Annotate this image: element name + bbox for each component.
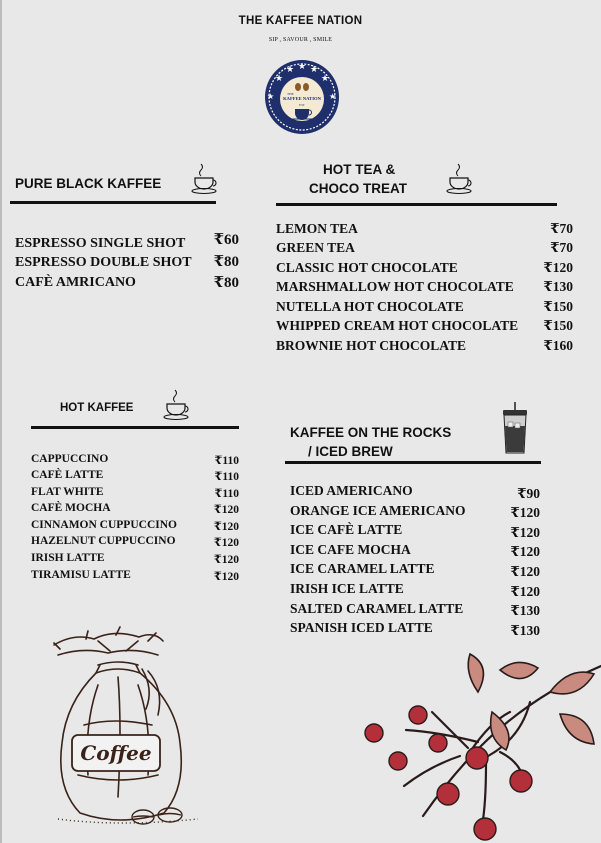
brand-name: THE KAFFEE NATION	[238, 15, 363, 27]
menu-item-name: TIRAMISU LATTE	[31, 569, 131, 581]
menu-item-price: ₹120	[510, 525, 540, 540]
coffee-berry-branch	[360, 652, 601, 843]
svg-text:★: ★	[298, 62, 307, 72]
section-title-line1: KAFFEE ON THE ROCKS	[290, 425, 452, 440]
menu-item-price: ₹120	[510, 505, 540, 520]
menu-item-price: ₹60	[213, 232, 239, 248]
svg-text:★: ★	[286, 65, 295, 75]
menu-item-name: CINNAMON CUPPUCCINO	[31, 519, 177, 531]
menu-item-name: WHIPPED CREAM HOT CHOCOLATE	[276, 318, 519, 333]
menu-item-price: ₹130	[510, 603, 540, 618]
menu-item-name: ICE CAFÈ LATTE	[290, 522, 403, 537]
menu-item-price: ₹120	[543, 260, 573, 275]
menu-item-name: HAZELNUT CUPPUCCINO	[31, 535, 176, 547]
menu-item-name: IRISH ICE LATTE	[290, 581, 404, 596]
coffee-sack-illustration	[38, 625, 213, 835]
menu-item-price: ₹120	[213, 504, 239, 516]
tagline: SIP , SAVOUR , SMILE	[268, 37, 333, 43]
menu-item-price: ₹130	[543, 279, 573, 294]
menu-item-price: ₹70	[550, 221, 573, 236]
coffee-cup-icon	[164, 388, 192, 420]
menu-item-name: ESPRESSO DOUBLE SHOT	[15, 255, 192, 270]
menu-item-name: ESPRESSO SINGLE SHOT	[15, 236, 186, 251]
menu-item-price: ₹110	[214, 488, 239, 500]
svg-text:★: ★	[329, 92, 337, 101]
tea-cup-icon	[447, 162, 475, 194]
menu-item-name: IRISH LATTE	[31, 552, 105, 564]
section-title: HOT KAFFEE	[60, 402, 134, 414]
brand-logo	[264, 59, 340, 135]
menu-item-price: ₹110	[214, 471, 239, 483]
menu-item-price: ₹120	[510, 564, 540, 579]
svg-text:★: ★	[310, 65, 319, 75]
menu-item-price: ₹90	[517, 486, 540, 501]
sack-label-text: Coffee	[80, 741, 152, 765]
menu-item-name: ICED AMERICANO	[290, 483, 413, 498]
menu-item-name: CAFÈ MOCHA	[31, 502, 111, 514]
menu-item-price: ₹120	[213, 537, 239, 549]
menu-item-name: MARSHMALLOW HOT CHOCOLATE	[276, 279, 514, 294]
menu-item-name: CAFÈ AMRICANO	[15, 275, 136, 290]
menu-item-name: ORANGE ICE AMERICANO	[290, 503, 466, 518]
section-divider	[276, 203, 557, 206]
menu-item-price: ₹150	[543, 318, 573, 333]
logo-text-top: THE	[287, 92, 294, 96]
logo-text-sub: EST	[299, 103, 305, 107]
svg-text:★: ★	[321, 74, 330, 84]
menu-item-name: CAFÈ LATTE	[31, 469, 104, 481]
menu-item-price: ₹120	[510, 544, 540, 559]
section-divider	[31, 426, 239, 429]
menu-item-name: SPANISH ICED LATTE	[290, 620, 433, 635]
iced-coffee-icon	[500, 402, 530, 456]
menu-item-price: ₹120	[510, 584, 540, 599]
menu-item-name: GREEN TEA	[276, 240, 355, 255]
menu-item-name: CAPPUCCINO	[31, 453, 109, 465]
menu-item-name: FLAT WHITE	[31, 486, 104, 498]
menu-item-name: ICE CAFE MOCHA	[290, 542, 411, 557]
menu-item-price: ₹120	[213, 571, 239, 583]
section-divider	[10, 201, 216, 204]
menu-item-price: ₹130	[510, 623, 540, 638]
logo-text-main: KAFFEE NATION	[283, 96, 321, 101]
section-title-line1: HOT TEA &	[323, 162, 396, 177]
menu-item-name: CLASSIC HOT CHOCOLATE	[276, 260, 458, 275]
section-divider	[285, 461, 541, 464]
menu-item-name: LEMON TEA	[276, 221, 358, 236]
menu-item-name: SALTED CARAMEL LATTE	[290, 601, 464, 616]
section-title-line2: CHOCO TREAT	[309, 181, 407, 196]
section-title-line2: / ICED BREW	[308, 444, 393, 459]
menu-item-price: ₹150	[543, 299, 573, 314]
menu-item-price: ₹120	[213, 521, 239, 533]
menu-item-price: ₹70	[550, 240, 573, 255]
menu-item-price: ₹120	[213, 554, 239, 566]
menu-item-price: ₹80	[213, 254, 239, 270]
menu-item-name: BROWNIE HOT CHOCOLATE	[276, 338, 467, 353]
page-edge	[0, 0, 2, 843]
svg-text:★: ★	[275, 74, 284, 84]
menu-item-name: NUTELLA HOT CHOCOLATE	[276, 299, 464, 314]
section-title: PURE BLACK KAFFEE	[15, 176, 162, 191]
menu-item-price: ₹110	[214, 455, 239, 467]
svg-text:★: ★	[267, 92, 275, 101]
menu-item-name: ICE CARAMEL LATTE	[290, 561, 435, 576]
menu-item-price: ₹160	[543, 338, 573, 353]
menu-item-price: ₹80	[213, 275, 239, 291]
coffee-cup-icon	[192, 162, 220, 194]
